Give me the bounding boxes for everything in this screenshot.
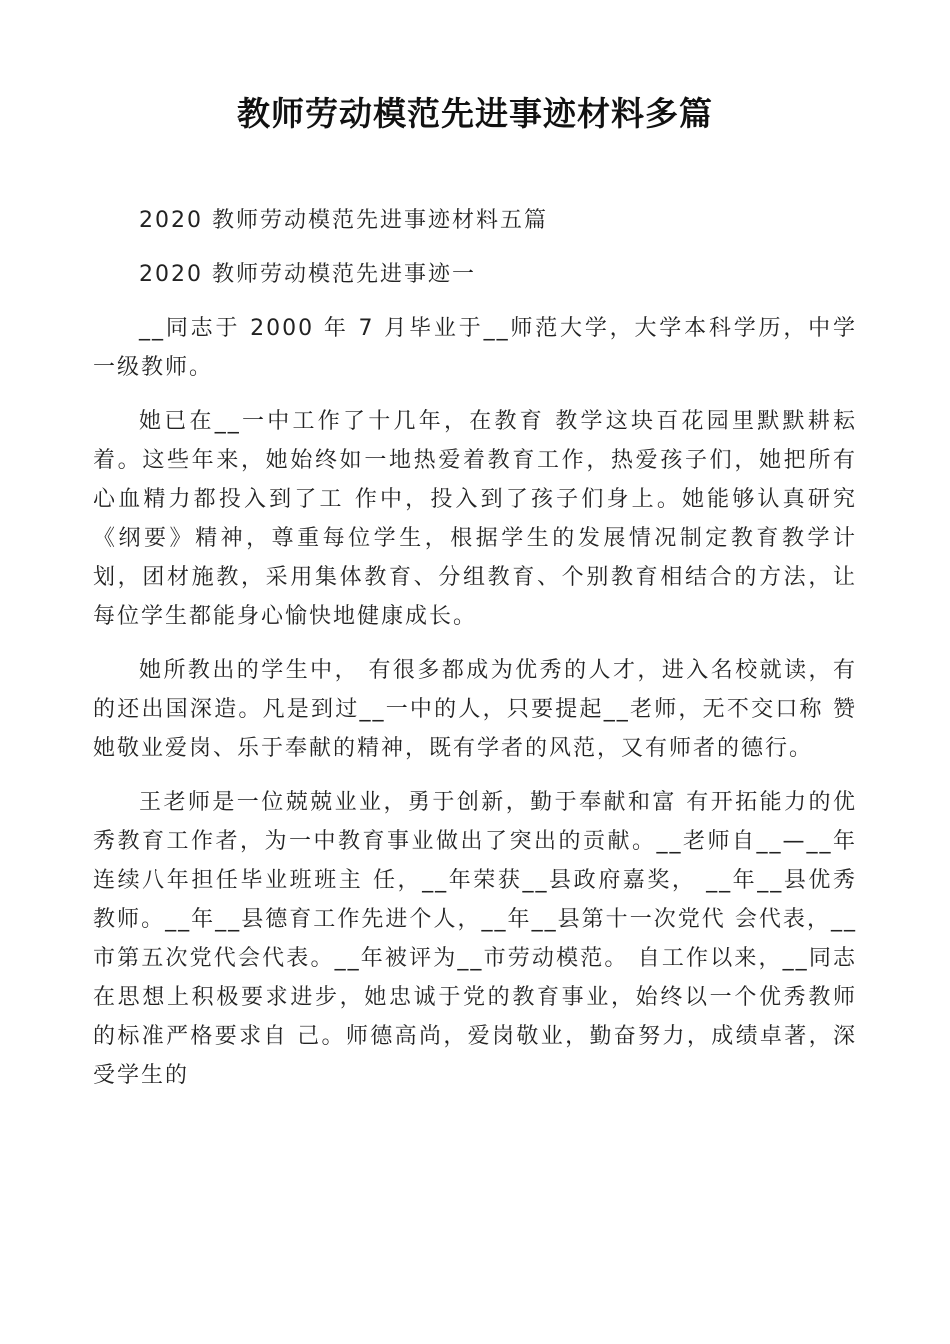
paragraph-intro: __同志于 2000 年 7 月毕业于__师范大学，大学本科学历，中学一级教师。 [93,316,857,380]
paragraph-subtitle: 2020 教师劳动模范先进事迹材料五篇 [139,208,548,233]
paragraph-students: 她所教出的学生中， 有很多都成为优秀的人才，进入名校就读，有的还出国深造。凡是到过__一中的人，只要提起__老师，无不交口称 赞她敬业爱岗、乐于奉献的精神，既有学者的风范，又有师者的德行。 [93,658,857,761]
document-body [93,201,857,1110]
paragraph-section-heading: 2020 教师劳动模范先进事迹一 [139,262,476,287]
paragraph-honors: 王老师是一位兢兢业业，勇于创新，勤于奉献和富 有开拓能力的优秀教育工作者，为一中教育事业做出了突出的贡献。__老师自__—__年连续八年担任毕业班班主 任，__年荣获__县政府嘉奖， __年__县优秀教师。__年__县德育工作先进个人，__年__县第十一次党代 会代表，__市第五次党代会代表。__年被评为__市劳动模范。 自工作以来，__同志在思想上积极要求进步，她忠诚于党的教育事业，始终以一个优秀教师的标准严格要求自 己。师德高尚，爱岗敬业，勤奋努力，成绩卓著，深受学生的 [93,790,857,1088]
paragraph-work: 她已在__一中工作了十几年，在教育 教学这块百花园里默默耕耘着。这些年来，她始终如一地热爱着教育工作，热爱孩子们，她把所有心血精力都投入到了工 作中，投入到了孩子们身上。她能够认真研究《纲要》精神，尊重每位学生，根据学生的发展情况制定教育教学计划，团材施教，采用集体教育、分组教育、个别教育相结合的方法，让每位学生都能身心愉快地健康成长。 [93,409,857,629]
document-title: 教师劳动模范先进事迹材料多篇 [237,94,713,133]
